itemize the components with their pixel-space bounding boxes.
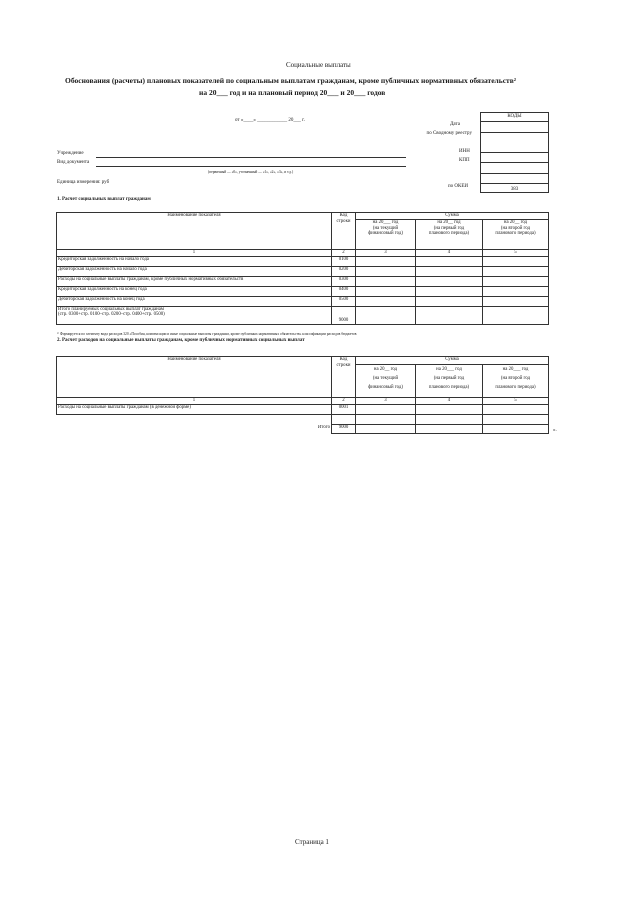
codes-header: КОДЫ xyxy=(481,113,548,122)
section1-footnote: ²⁾ Формируется по элементу вида расходов 320 «Пособия, компенсации и иные социальные выплаты гражданам, кроме публичных нормативных обязательств» классификации расходов бюджетов xyxy=(57,332,357,336)
s1-year-3: на 20__ год (на второй год планового периода) xyxy=(483,219,549,249)
codes-label-okei: по ОКЕИ xyxy=(448,184,469,189)
s2-year-3: на 20___ год (на второй год планового периода) xyxy=(483,365,549,398)
period-line: на 20___ год и на плановый период 20___ и 20___ годов xyxy=(199,88,386,97)
date-line: от «____» ____________ 20___ г. xyxy=(235,118,305,123)
section-title: Социальные выплаты xyxy=(286,61,351,69)
institution-field[interactable] xyxy=(96,157,406,158)
s1-col-name: Наименование показателя xyxy=(57,213,332,250)
table-row xyxy=(57,414,549,425)
s2-col-name: Наименование показателя xyxy=(57,357,332,398)
s1-col-sum: Сумма xyxy=(356,213,549,220)
s1-year-2: на 20__ год (на первый год планового периода) xyxy=(416,219,483,249)
table-row: Расходы на социальные выплаты гражданам (в денежной форме) 0001 xyxy=(57,404,549,414)
section2-table xyxy=(56,356,549,434)
section1-title: 1. Расчет социальных выплат гражданам xyxy=(57,197,151,202)
codes-cell-kpp xyxy=(481,163,548,174)
unit-label: Единица измерения: руб xyxy=(57,180,110,185)
s1-col-code: Код строки xyxy=(332,213,356,250)
codes-cell-blank xyxy=(481,174,548,185)
s1-total-row: Итого планируемых социальных выплат гражданам (стр. 0300+стр. 0100–стр. 0200–стр. 0400+стр. 0500) 9000 xyxy=(57,306,549,324)
table-row: Дебиторская задолженность на конец года 0500 xyxy=(57,296,549,306)
codes-box xyxy=(480,112,549,193)
doc-type-hint: (первичный — «0», уточненный — «1», «2», «3», и т.д.) xyxy=(208,170,294,174)
table-row: Кредиторская задолженность на конец года 0400 xyxy=(57,286,549,296)
s2-total-row: Итого 9000 xyxy=(57,425,549,434)
trailing-mark: ». xyxy=(553,428,557,433)
codes-cell-inn xyxy=(481,153,548,164)
section1-table xyxy=(56,212,549,325)
s2-col-code: Код строки xyxy=(332,357,356,398)
codes-cell-date xyxy=(481,122,548,133)
institution-label: Учреждение xyxy=(57,151,84,156)
codes-label-inn: ИНН xyxy=(459,149,470,154)
s2-year-1: на 20__ год (на текущий финансовый год) xyxy=(356,365,416,398)
main-title: Обоснования (расчеты) плановых показателей по социальным выплатам гражданам, кроме публичных нормативных обязательств² xyxy=(65,76,517,85)
codes-label-date: Дата xyxy=(450,122,460,127)
codes-cell-okei: 383 xyxy=(510,187,519,193)
s2-num-row: 1 2 3 4 5 xyxy=(57,398,549,405)
table-row: Расходы на социальные выплаты гражданам, кроме публичных нормативных обязательств 0300 xyxy=(57,276,549,286)
table-row: Дебиторская задолженность на начало года 0200 xyxy=(57,266,549,276)
page-number: Страница 1 xyxy=(295,838,329,846)
section2-title: 2. Расчет расходов на социальные выплаты гражданам, кроме публичных нормативных социальных выплат xyxy=(57,338,305,343)
table-row: Кредиторская задолженность на начало года 0100 xyxy=(57,256,549,266)
codes-label-registry: по Сводному реестру xyxy=(426,131,472,136)
s1-num-row: 1 2 3 4 5 xyxy=(57,249,549,256)
s2-col-sum: Сумма xyxy=(356,357,549,365)
s1-year-1: на 20___ год (на текущий финансовый год) xyxy=(356,219,416,249)
doc-type-label: Вид документа xyxy=(57,160,90,165)
codes-label-kpp: КПП xyxy=(459,158,470,163)
doc-type-field[interactable] xyxy=(96,166,406,167)
codes-cell-registry xyxy=(481,133,548,153)
s2-year-2: на 20___ год (на первый год планового периода) xyxy=(416,365,483,398)
